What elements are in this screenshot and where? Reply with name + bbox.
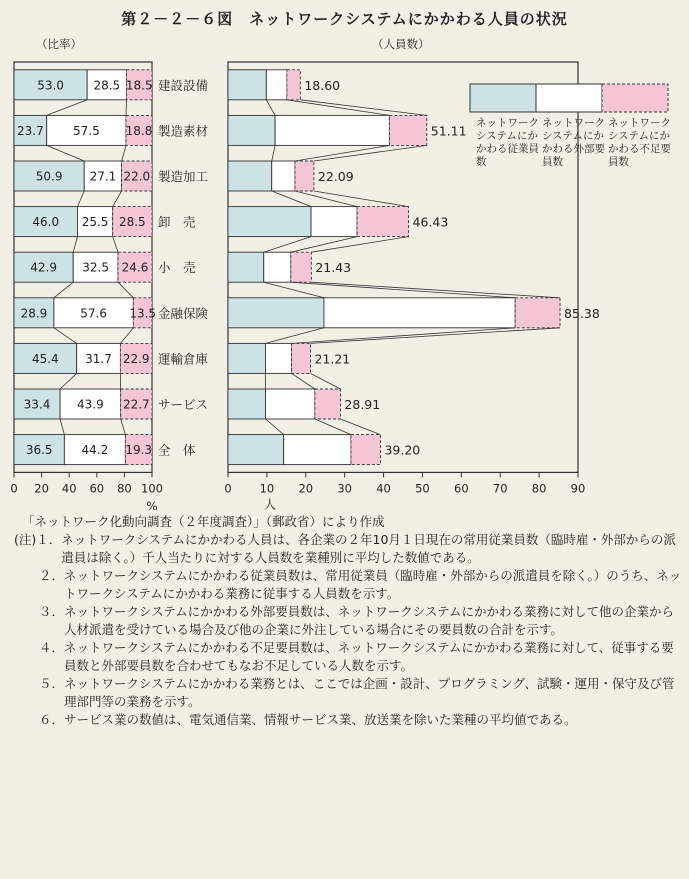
ratio-axis-unit: % (146, 499, 158, 510)
ratio-value-label: 22.9 (122, 351, 150, 366)
ratio-axis-tick-label: 20 (34, 481, 49, 496)
count-bar-segment (275, 115, 389, 145)
count-connector-line (264, 282, 324, 298)
ratio-value-label: 53.0 (37, 78, 64, 93)
legend-label: システムにか (542, 130, 604, 142)
count-axis-tick-label: 50 (415, 481, 430, 496)
ratio-value-label: 57.5 (73, 123, 100, 138)
figure-title: 第２－２－６図 ネットワークシステムにかかわる人員の状況 (121, 10, 568, 28)
count-bar-segment (264, 252, 291, 282)
count-axis-tick-label: 10 (259, 481, 275, 496)
count-bar-segment (357, 207, 408, 237)
legend-label: 員数 (542, 156, 563, 168)
count-axis-tick-label: 60 (454, 481, 469, 496)
count-total-label: 22.09 (317, 169, 354, 184)
ratio-value-label: 27.1 (89, 169, 117, 184)
ratio-connector-line (120, 328, 133, 344)
count-connector-line (310, 373, 340, 389)
count-connector-line (310, 328, 560, 344)
count-bar-segment (311, 207, 357, 237)
category-label: 製造加工 (158, 169, 209, 184)
ratio-value-label: 57.6 (80, 306, 107, 321)
count-connector-line (264, 237, 311, 253)
ratio-value-label: 28.9 (20, 306, 48, 321)
count-total-label: 28.91 (344, 397, 381, 412)
count-connector-line (300, 100, 426, 116)
ratio-connector-line (47, 100, 87, 116)
count-total-label: 85.38 (564, 305, 600, 321)
ratio-axis-tick-label: 60 (89, 481, 105, 496)
category-label: 小 売 (158, 260, 196, 276)
count-connector-line (292, 328, 516, 344)
count-bar-segment (228, 115, 275, 145)
count-bar-segment (287, 70, 300, 100)
ratio-value-label: 23.7 (16, 123, 44, 138)
ratio-value-label: 42.9 (30, 260, 57, 275)
ratio-value-label: 36.5 (25, 443, 53, 458)
count-bar-segment (228, 207, 311, 237)
count-total-label: 21.43 (315, 260, 352, 276)
count-bar-segment (315, 389, 341, 419)
count-bar-segment (228, 389, 266, 419)
legend-label: ネットワーク (476, 117, 539, 129)
ratio-value-label: 18.8 (125, 123, 153, 138)
legend-label: ネットワーク (608, 117, 671, 129)
count-total-label: 51.11 (430, 123, 467, 139)
count-bar-segment (228, 70, 266, 100)
ratio-value-label: 28.5 (118, 215, 146, 230)
count-connector-line (314, 191, 409, 207)
note-text: ネットワークシステムにかかわる従業員数は、常用従業員（臨時雇・外部からの派遣員を除く。）のうち、ネットワークシステムにかかわる業務に従事する人員数を示す。 (64, 568, 682, 601)
ratio-axis-tick-label: 100 (141, 481, 163, 496)
count-connector-line (287, 100, 389, 116)
count-connector-line (295, 145, 389, 161)
count-connector-line (265, 328, 324, 344)
count-total-label: 46.43 (412, 214, 449, 230)
ratio-connector-line (113, 191, 122, 207)
ratio-value-label: 45.4 (31, 351, 59, 366)
ratio-connector-line (54, 282, 73, 298)
count-bar-segment (228, 161, 272, 191)
ratio-value-label: 44.2 (81, 443, 109, 458)
count-axis-tick-label: 70 (492, 481, 508, 496)
count-connector-line (311, 282, 560, 298)
legend-swatch (470, 84, 536, 112)
count-axis-tick-label: 40 (376, 481, 391, 496)
count-unit-label: （人員数） (372, 37, 430, 51)
ratio-value-label: 22.0 (123, 169, 151, 184)
note-number: ２． (14, 568, 65, 583)
ratio-value-label: 25.5 (81, 215, 109, 230)
count-connector-line (266, 100, 275, 116)
count-connector-line (311, 237, 408, 253)
ratio-connector-line (121, 419, 126, 435)
note-number: ３． (14, 604, 65, 619)
count-connector-line (272, 145, 275, 161)
count-bar-segment (265, 343, 291, 373)
count-bar-segment (228, 252, 264, 282)
ratio-value-label: 22.7 (122, 397, 150, 412)
legend-label: システムにか (608, 130, 670, 142)
count-connector-line (292, 373, 315, 389)
count-bar-segment (228, 435, 284, 465)
note-text: サービス業の数値は、電気通信業、情報サービス業、放送業を除いた業種の平均値である。 (64, 712, 577, 727)
count-axis-tick-label: 20 (298, 481, 314, 496)
count-bar-segment (351, 435, 380, 465)
legend-swatch (602, 84, 668, 112)
ratio-connector-line (60, 373, 77, 389)
ratio-connector-line (73, 237, 77, 253)
count-axis-tick-label: 90 (570, 481, 586, 496)
legend-label: 数 (476, 156, 487, 168)
category-label: 卸 売 (158, 214, 196, 230)
count-bar-segment (389, 115, 426, 145)
ratio-connector-line (47, 145, 85, 161)
note-item (14, 567, 682, 603)
ratio-unit-label: （比率） (36, 37, 82, 51)
legend-label: かわる不足要 (608, 143, 671, 155)
ratio-value-label: 46.0 (32, 215, 60, 230)
count-axis-tick-label: 0 (224, 481, 232, 496)
count-bar-segment (228, 343, 265, 373)
category-label: 金融保険 (158, 305, 209, 321)
note-text: ネットワークシステムにかかわる人員は、各企業の２年10月１日現在の常用従業員数（臨時雇・外部からの派遣員は除く。）千人当たりに対する人員数を業種別に平均した数値である。 (61, 532, 676, 565)
note-item (14, 639, 682, 675)
count-axis-tick-label: 80 (531, 481, 547, 496)
note-item (14, 603, 682, 639)
count-bar-segment (291, 252, 312, 282)
ratio-value-label: 28.5 (93, 78, 121, 93)
legend-label: ネットワーク (542, 117, 605, 129)
count-connector-line (291, 282, 515, 298)
note-text: ネットワークシステムにかかわる外部要員数は、ネットワークシステムにかかわる業務に対して他の企業から人材派遣を受けている場合及び他の企業に外注している場合にその要員数の合計を示す。 (64, 604, 675, 637)
note-number: (注)１． (14, 532, 62, 547)
legend-label: 員数 (608, 156, 629, 168)
count-bar-segment (292, 343, 311, 373)
ratio-value-label: 50.9 (35, 169, 63, 184)
count-total-label: 21.21 (314, 351, 351, 367)
count-bar-segment (284, 435, 351, 465)
legend-label: かわる外部要 (542, 143, 605, 155)
count-bar-segment (228, 298, 324, 328)
ratio-value-label: 19.3 (125, 443, 153, 458)
category-label: 製造素材 (158, 123, 209, 139)
ratio-value-label: 43.9 (77, 397, 104, 412)
count-total-label: 39.20 (384, 442, 421, 458)
note-number: ６． (14, 712, 65, 727)
note-item (14, 711, 682, 729)
ratio-connector-line (122, 145, 126, 161)
count-bar-segment (324, 298, 515, 328)
ratio-value-label: 24.6 (121, 260, 149, 275)
legend-label: かわる従業員 (476, 143, 539, 155)
category-label: 運輸倉庫 (158, 351, 209, 367)
legend-swatch (536, 84, 602, 112)
source-line: 「ネットワーク化動向調査（２年度調査）」（郵政省）により作成 (22, 514, 385, 529)
ratio-axis-tick-label: 0 (10, 481, 18, 496)
count-bar-segment (515, 298, 560, 328)
ratio-value-label: 13.5 (129, 306, 157, 321)
category-label: 建設設備 (158, 77, 209, 93)
ratio-axis-tick-label: 40 (61, 481, 77, 496)
count-axis-tick-label: 30 (337, 481, 352, 496)
ratio-value-label: 32.5 (82, 260, 109, 275)
count-total-label: 18.60 (304, 77, 341, 93)
note-list (14, 531, 682, 729)
ratio-axis-tick-label: 80 (117, 481, 132, 496)
ratio-connector-line (118, 282, 133, 298)
note-item (14, 675, 682, 711)
count-bar-segment (266, 389, 315, 419)
count-axis-unit: 人 (264, 497, 277, 510)
note-item (14, 531, 682, 567)
ratio-value-label: 33.4 (23, 397, 51, 412)
notes-section (14, 513, 682, 729)
note-text: ネットワークシステムにかかわる業務とは、ここでは企画・設計、プログラミング、試験・運用・保守及び管理部門等の業務を示す。 (64, 676, 675, 709)
ratio-connector-line (113, 237, 118, 253)
category-label: 全 体 (158, 442, 196, 458)
count-bar-segment (266, 70, 287, 100)
ratio-connector-line (77, 191, 84, 207)
count-connector-line (266, 419, 284, 435)
note-number: ５． (14, 676, 65, 691)
count-bar-segment (295, 161, 314, 191)
ratio-value-label: 18.5 (125, 78, 153, 93)
note-number: ４． (14, 640, 65, 655)
ratio-connector-line (54, 328, 77, 344)
ratio-connector-line (60, 419, 64, 435)
note-text: ネットワークシステムにかかわる不足要員数は、ネットワークシステムにかかわる業務に対して、従事する要員数と外部要員数を合わせてもなお不足している人数を示す。 (64, 640, 674, 673)
count-connector-line (314, 145, 427, 161)
category-label: サービス (158, 397, 209, 412)
count-bar-segment (272, 161, 295, 191)
legend-label: システムにか (476, 130, 538, 142)
ratio-value-label: 31.7 (85, 351, 112, 366)
